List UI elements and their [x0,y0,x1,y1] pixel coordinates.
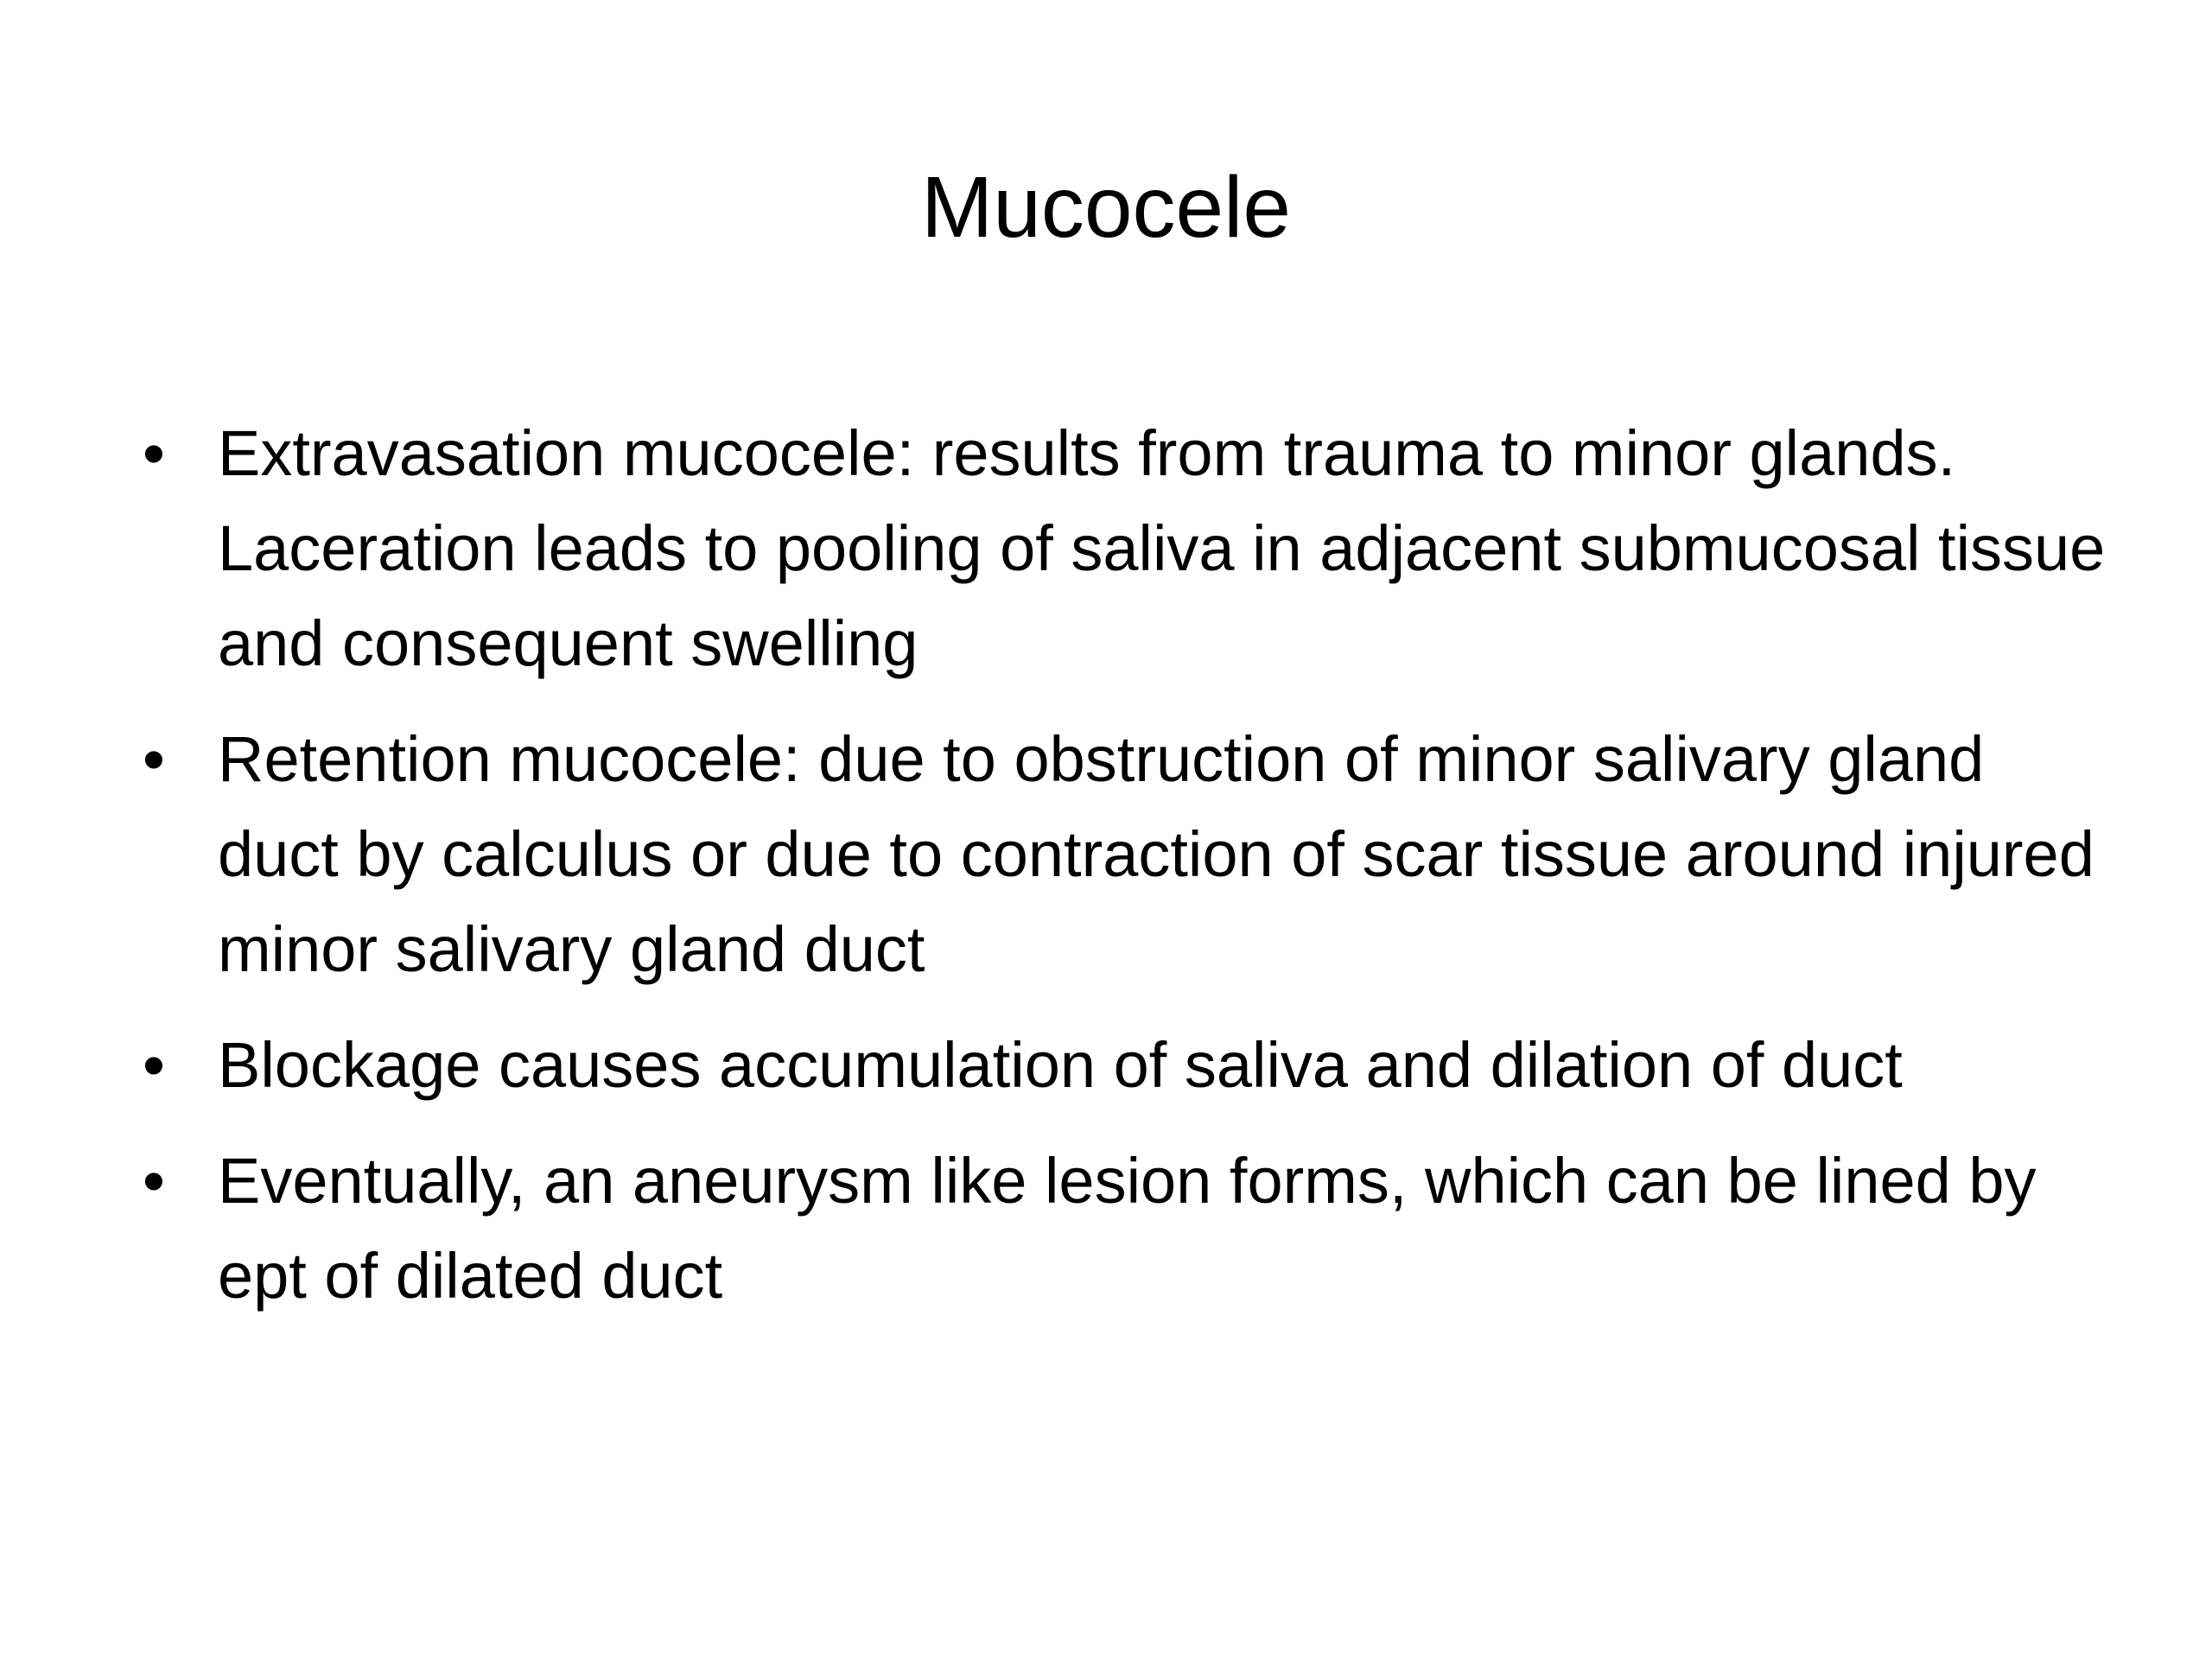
bullet-list [130,406,2108,1344]
bullet-item [130,406,2108,691]
bullet-dot-icon: • [143,1145,165,1217]
bullet-text: Extravasation mucocele: results from trauma to minor glands. Laceration leads to pooling of saliva in adjacent submucosal tissue and consequent swelling [218,417,2106,679]
bullet-dot-icon: • [143,723,165,795]
bullet-item [130,712,2108,997]
bullet-dot-icon: • [143,1029,165,1101]
bullet-item [130,1134,2108,1324]
bullet-item [130,1018,2108,1113]
bullet-dot-icon: • [143,417,165,489]
bullet-text: Eventually, an aneurysm like lesion forms, which can be lined by ept of dilated duct [218,1145,2037,1312]
bullet-text: Blockage causes accumulation of saliva and dilation of duct [218,1029,1903,1101]
slide-title: Mucocele [921,159,1291,256]
bullet-text: Retention mucocele: due to obstruction of minor salivary gland duct by calculus or due to contraction of scar tissue around injured minor salivary gland duct [218,723,2094,985]
